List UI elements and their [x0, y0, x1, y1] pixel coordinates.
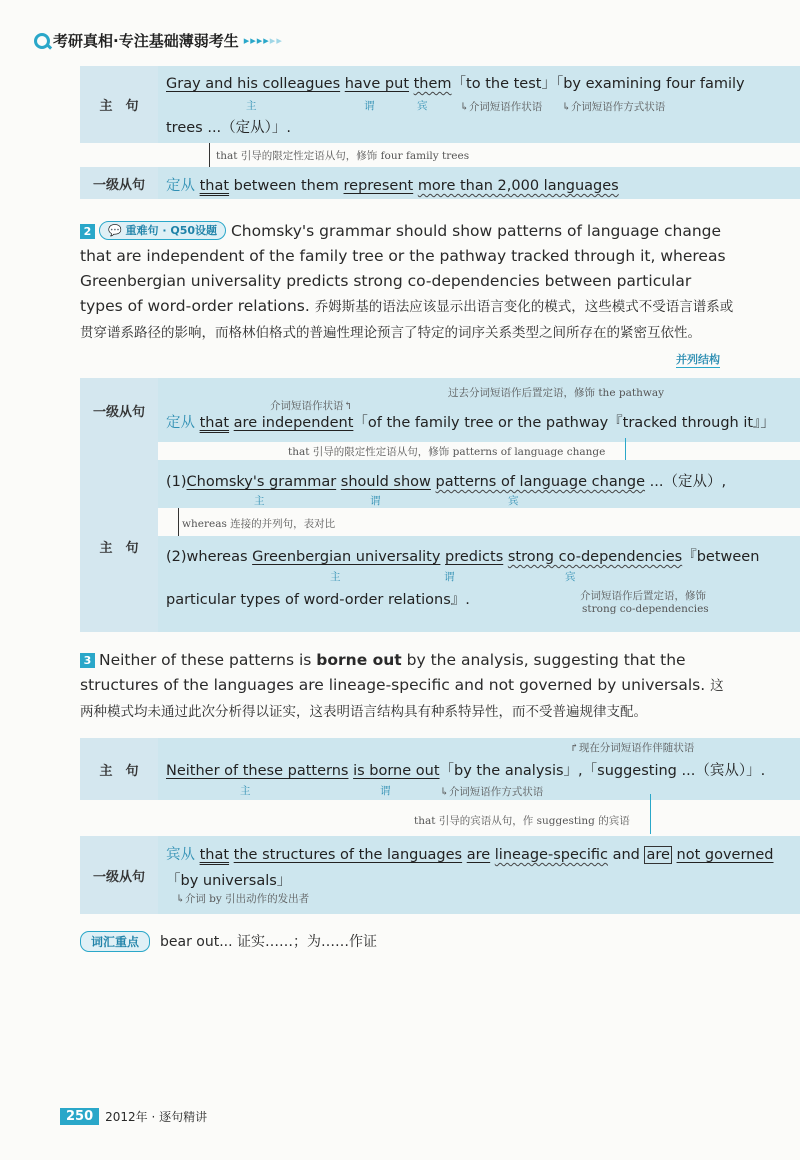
role-object: 宾: [565, 571, 576, 583]
sub-clause-text: 定从 that between them represent more than 2,000 languages: [166, 178, 619, 194]
note-relative-clause: that 引导的限定性定语从句，修饰 four family trees: [216, 150, 470, 162]
sentence-2-english: Chomsky's grammar should show patterns of language change that are independent of the family tree or the pathway tracked through it, whereas Greenbergian universality predicts strong co-dependencies between particular types of word-order relations.: [80, 222, 726, 315]
note-present-participle: ↱现在分词短语作伴随状语: [570, 742, 695, 754]
gap-3: [158, 800, 800, 836]
role-object: 宾: [417, 100, 428, 112]
sub-clause-3-line2: 「by universals」: [166, 873, 292, 889]
role-verb: 谓: [370, 495, 381, 507]
note-prep-adverbial: ↳介词短语作状语: [460, 101, 543, 113]
gap-2: [158, 508, 800, 536]
note-whereas: whereas 连接的并列句，表对比: [182, 518, 336, 530]
vocab-tag: 词汇重点: [80, 931, 150, 952]
main-clause-cell: [158, 66, 800, 143]
note-prep-adverbial-2: 介词短语作状语↰: [270, 400, 353, 412]
sentence-3-translation: 这两种模式均未通过此次分析得以证实，这表明语言结构具有种系特异性，而不受普遍规律支配。: [80, 678, 724, 720]
role-verb: 谓: [364, 100, 375, 112]
main-clause-line2: trees ...（定从）」.: [166, 120, 292, 136]
footer-text: 2012年 · 逐句精讲: [105, 1110, 208, 1124]
main-clause-part2-line1: (2)whereas Greenbergian universality predicts strong co-dependencies『between: [166, 549, 760, 565]
role-subject: 主: [330, 571, 341, 583]
header-title: 考研真相·专注基础薄弱考生: [53, 32, 239, 50]
note-relative-clause-2: that 引导的限定性定语从句，修饰 patterns of language change: [288, 446, 606, 458]
magnifier-logo-icon: [34, 33, 50, 49]
label-main-clause: 主 句: [99, 540, 139, 556]
main-clause-part1: (1)Chomsky's grammar should show patterns of language change ...（定从）,: [166, 474, 727, 490]
label-sub-clause: 一级从句: [92, 869, 145, 885]
sentence-3-english: Neither of these patterns is borne out by the analysis, suggesting that the structures of the languages are lineage-specific and not governed by universals.: [80, 651, 706, 694]
sentence-3: [80, 648, 735, 725]
connector-line: [178, 508, 179, 536]
note-prep-attributive-2: strong co-dependencies: [582, 603, 709, 615]
page-footer: [60, 1108, 207, 1125]
main-clause-part2-cell: [158, 536, 800, 632]
note-object-clause: that 引导的宾语从句，作 suggesting 的宾语: [414, 815, 630, 827]
role-verb: 谓: [380, 785, 391, 797]
sub-clause-3-line1: 宾从 that the structures of the languages are lineage-specific and are not governed: [166, 847, 774, 863]
sentence-number: 2: [80, 224, 95, 239]
difficult-sentence-tag: 💬 重难句 · Q50设题: [99, 221, 226, 240]
sentence-2: [80, 219, 735, 346]
note-prep-manner: ↳介词短语作方式状语: [562, 101, 666, 113]
connector-line: [209, 143, 210, 167]
label-sub-clause: 一级从句: [92, 404, 145, 420]
header-arrows-icon: ▸▸▸▸▸▸: [243, 34, 283, 47]
role-subject: 主: [254, 495, 265, 507]
label-main-clause: 主 句: [99, 99, 139, 114]
parallel-structure-label: 并列结构: [676, 353, 720, 366]
note-by-agent: ↳介词 by 引出动作的发出者: [176, 893, 310, 905]
role-verb: 谓: [444, 571, 455, 583]
main-clause-part1-cell: [158, 460, 800, 508]
gap-1: [158, 442, 800, 460]
role-subject: 主: [246, 100, 257, 112]
vocab-text: bear out... 证实……；为……作证: [160, 934, 378, 950]
running-header: [34, 30, 283, 51]
main-clause-cell-3: [158, 738, 800, 800]
label-sub-clause: 一级从句: [92, 177, 145, 193]
page-number: 250: [60, 1108, 99, 1125]
sub-clause-cell: [158, 167, 800, 199]
label-main-clause: 主 句: [99, 763, 139, 779]
sentence-number: 3: [80, 653, 95, 668]
link-arrow: [650, 794, 651, 834]
note-prep-attributive: 介词短语作后置定语，修饰: [580, 590, 706, 602]
role-object: 宾: [508, 495, 519, 507]
sentence-2-translation: 乔姆斯基的语法应该显示出语言变化的模式，这些模式不受语言谱系或贯穿谱系路径的影响，而格林伯格式的普遍性理论预言了特定的词序关系类型之间所存在的紧密互依性。: [80, 299, 734, 341]
main-clause-part2-line2: particular types of word-order relations』.: [166, 592, 470, 608]
sub-clause-text-2: 定从 that are independent「of the family tree or the pathway『tracked through it』」: [166, 415, 775, 431]
role-subject: 主: [240, 785, 251, 797]
main-clause-text-3: Neither of these patterns is borne out「by the analysis」,「suggesting ...（宾从）」.: [166, 763, 766, 779]
note-past-participle: 过去分词短语作后置定语，修饰 the pathway: [448, 387, 665, 399]
sub-clause-cell-3: [158, 836, 800, 914]
main-clause-line1: Gray and his colleagues have put them「to the test」「by examining four family: [166, 76, 745, 92]
note-prep-manner: ↳介词短语作方式状语: [440, 786, 544, 798]
sub-clause-cell-2: [158, 378, 800, 442]
